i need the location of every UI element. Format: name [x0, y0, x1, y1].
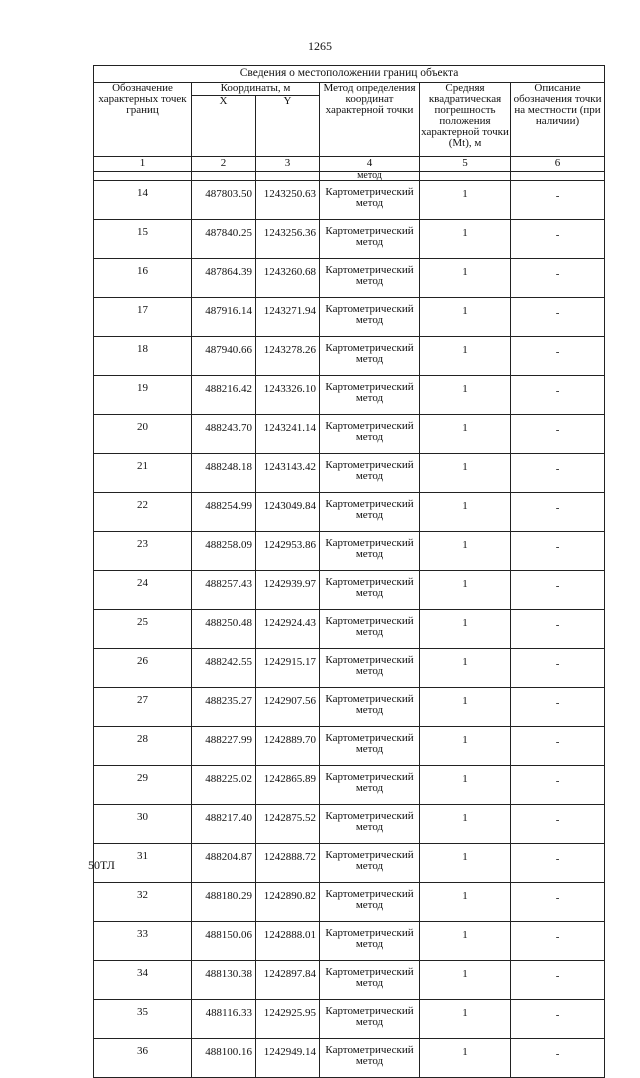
- coord-y: 1242925.95: [256, 1000, 320, 1039]
- method-line-1: Картометрический: [325, 381, 414, 393]
- method-line-1: Картометрический: [325, 264, 414, 276]
- point-id: 28: [94, 727, 192, 766]
- method-cell: [320, 493, 420, 532]
- coord-y: 1242865.89: [256, 766, 320, 805]
- method-line-1: Картометрический: [325, 810, 414, 822]
- point-id: 30: [94, 805, 192, 844]
- method-line-2: метод: [355, 860, 384, 872]
- coord-x: 487916.14: [192, 298, 256, 337]
- coord-y: 1242939.97: [256, 571, 320, 610]
- coord-x: 487864.39: [192, 259, 256, 298]
- method-line-2: метод: [355, 899, 384, 911]
- continued-cell: [420, 172, 511, 181]
- description-value: -: [511, 454, 605, 493]
- method-cell: [320, 727, 420, 766]
- point-id: 32: [94, 883, 192, 922]
- point-id: 20: [94, 415, 192, 454]
- description-value: -: [511, 376, 605, 415]
- description-value: -: [511, 415, 605, 454]
- error-value: 1: [420, 1000, 511, 1039]
- coord-y: 1243250.63: [256, 181, 320, 220]
- description-value: -: [511, 1039, 605, 1078]
- method-line-1: Картометрический: [325, 576, 414, 588]
- error-value: 1: [420, 220, 511, 259]
- table-row: [94, 805, 605, 844]
- coord-y: 1243271.94: [256, 298, 320, 337]
- method-cell: [320, 376, 420, 415]
- coord-x: 488243.70: [192, 415, 256, 454]
- method-line-2: метод: [355, 314, 384, 326]
- method-line-1: Картометрический: [325, 654, 414, 666]
- method-line-2: метод: [355, 587, 384, 599]
- coord-y: 1243278.26: [256, 337, 320, 376]
- coord-x: 488150.06: [192, 922, 256, 961]
- error-value: 1: [420, 298, 511, 337]
- method-line-1: Картометрический: [325, 498, 414, 510]
- coord-x: 487803.50: [192, 181, 256, 220]
- coord-y: 1242888.01: [256, 922, 320, 961]
- method-line-2: метод: [355, 548, 384, 560]
- error-value: 1: [420, 571, 511, 610]
- method-cell: [320, 844, 420, 883]
- coord-x: 488257.43: [192, 571, 256, 610]
- description-value: -: [511, 844, 605, 883]
- table-row: [94, 298, 605, 337]
- coord-x: 488235.27: [192, 688, 256, 727]
- point-id: 15: [94, 220, 192, 259]
- coord-x: 488248.18: [192, 454, 256, 493]
- error-value: 1: [420, 883, 511, 922]
- method-cell: [320, 220, 420, 259]
- point-id: 34: [94, 961, 192, 1000]
- method-line-2: метод: [355, 821, 384, 833]
- method-line-1: Картометрический: [325, 420, 414, 432]
- table-row: [94, 1000, 605, 1039]
- table-row: [94, 844, 605, 883]
- table-row: [94, 688, 605, 727]
- method-line-2: метод: [355, 977, 384, 989]
- table-row: [94, 727, 605, 766]
- method-line-1: Картометрический: [325, 927, 414, 939]
- method-cell: [320, 1039, 420, 1078]
- description-value: -: [511, 1000, 605, 1039]
- point-id: 14: [94, 181, 192, 220]
- page-number: 1265: [308, 39, 332, 53]
- method-line-1: Картометрический: [325, 888, 414, 900]
- table-row: [94, 337, 605, 376]
- method-line-2: метод: [355, 236, 384, 248]
- error-value: 1: [420, 181, 511, 220]
- point-id: 18: [94, 337, 192, 376]
- col-number-3: 3: [256, 157, 320, 172]
- description-value: -: [511, 922, 605, 961]
- description-value: -: [511, 805, 605, 844]
- coord-x: 487840.25: [192, 220, 256, 259]
- error-value: 1: [420, 337, 511, 376]
- method-cell: [320, 454, 420, 493]
- method-cell: [320, 298, 420, 337]
- coord-y: 1243256.36: [256, 220, 320, 259]
- header-error: Средняя квадратическая погрешность положения характерной точки (Mt), м: [420, 83, 511, 157]
- coord-x: 488242.55: [192, 649, 256, 688]
- method-line-2: метод: [355, 470, 384, 482]
- col-number-2: 2: [192, 157, 256, 172]
- coord-x: 488227.99: [192, 727, 256, 766]
- method-cell: [320, 181, 420, 220]
- point-id: 36: [94, 1039, 192, 1078]
- method-cell: [320, 1000, 420, 1039]
- table-row: [94, 415, 605, 454]
- method-cell: [320, 337, 420, 376]
- coord-y: 1243326.10: [256, 376, 320, 415]
- coord-y: 1243260.68: [256, 259, 320, 298]
- point-id: 16: [94, 259, 192, 298]
- method-line-1: Картометрический: [325, 966, 414, 978]
- coord-y: 1242890.82: [256, 883, 320, 922]
- method-line-1: Картометрический: [325, 342, 414, 354]
- coord-x: 487940.66: [192, 337, 256, 376]
- point-id: 33: [94, 922, 192, 961]
- point-id: 26: [94, 649, 192, 688]
- method-cell: [320, 259, 420, 298]
- table-row: [94, 571, 605, 610]
- method-line-2: метод: [355, 626, 384, 638]
- description-value: -: [511, 610, 605, 649]
- continued-cell: [94, 172, 192, 181]
- error-value: 1: [420, 766, 511, 805]
- point-id: 19: [94, 376, 192, 415]
- description-value: -: [511, 337, 605, 376]
- method-line-1: Картометрический: [325, 1005, 414, 1017]
- coord-x: 488100.16: [192, 1039, 256, 1078]
- method-line-2: метод: [355, 1016, 384, 1028]
- method-line-2: метод: [355, 665, 384, 677]
- table-row: [94, 922, 605, 961]
- method-line-2: метод: [355, 392, 384, 404]
- method-cell: [320, 415, 420, 454]
- method-line-1: Картометрический: [325, 186, 414, 198]
- error-value: 1: [420, 415, 511, 454]
- method-line-1: Картометрический: [325, 225, 414, 237]
- method-cell: [320, 766, 420, 805]
- point-id: 21: [94, 454, 192, 493]
- coord-y: 1243143.42: [256, 454, 320, 493]
- method-line-1: Картометрический: [325, 537, 414, 549]
- continued-cell: [256, 172, 320, 181]
- error-value: 1: [420, 727, 511, 766]
- method-cell: [320, 805, 420, 844]
- point-id: 22: [94, 493, 192, 532]
- method-line-2: метод: [355, 704, 384, 716]
- coord-y: 1242924.43: [256, 610, 320, 649]
- point-id: 23: [94, 532, 192, 571]
- error-value: 1: [420, 688, 511, 727]
- method-line-2: метод: [355, 275, 384, 287]
- method-line-1: Картометрический: [325, 849, 414, 861]
- table-row: [94, 493, 605, 532]
- table-row: [94, 259, 605, 298]
- coord-x: 488204.87: [192, 844, 256, 883]
- col-number-6: 6: [511, 157, 605, 172]
- coord-x: 488254.99: [192, 493, 256, 532]
- method-cell: [320, 571, 420, 610]
- error-value: 1: [420, 493, 511, 532]
- error-value: 1: [420, 961, 511, 1000]
- method-line-1: Картометрический: [325, 693, 414, 705]
- table-row: [94, 1039, 605, 1078]
- coord-y: 1242953.86: [256, 532, 320, 571]
- method-cell: [320, 961, 420, 1000]
- coord-y: 1242875.52: [256, 805, 320, 844]
- error-value: 1: [420, 844, 511, 883]
- coord-x: 488250.48: [192, 610, 256, 649]
- method-line-1: Картометрический: [325, 1044, 414, 1056]
- method-line-2: метод: [355, 782, 384, 794]
- description-value: -: [511, 220, 605, 259]
- description-value: -: [511, 727, 605, 766]
- method-cell: [320, 688, 420, 727]
- point-id: 31: [94, 844, 192, 883]
- table-row: [94, 181, 605, 220]
- description-value: -: [511, 532, 605, 571]
- coord-x: 488130.38: [192, 961, 256, 1000]
- description-value: -: [511, 688, 605, 727]
- point-id: 24: [94, 571, 192, 610]
- point-id: 25: [94, 610, 192, 649]
- table-row: [94, 766, 605, 805]
- error-value: 1: [420, 1039, 511, 1078]
- point-id: 27: [94, 688, 192, 727]
- point-id: 17: [94, 298, 192, 337]
- header-x: X: [192, 96, 256, 157]
- table-caption: Сведения о местоположении границ объекта: [94, 66, 605, 83]
- table-row: [94, 649, 605, 688]
- method-cell: [320, 649, 420, 688]
- description-value: -: [511, 298, 605, 337]
- description-value: -: [511, 493, 605, 532]
- error-value: 1: [420, 649, 511, 688]
- col-number-5: 5: [420, 157, 511, 172]
- coord-x: 488217.40: [192, 805, 256, 844]
- coord-y: 1242897.84: [256, 961, 320, 1000]
- table-row: [94, 454, 605, 493]
- method-line-2: метод: [355, 509, 384, 521]
- coord-y: 1242888.72: [256, 844, 320, 883]
- col-number-4: 4: [320, 157, 420, 172]
- method-line-1: Картометрический: [325, 771, 414, 783]
- error-value: 1: [420, 376, 511, 415]
- error-value: 1: [420, 922, 511, 961]
- coord-y: 1242915.17: [256, 649, 320, 688]
- method-cell: [320, 883, 420, 922]
- coord-x: 488258.09: [192, 532, 256, 571]
- method-line-2: метод: [355, 431, 384, 443]
- method-line-2: метод: [355, 1055, 384, 1067]
- method-line-2: метод: [355, 743, 384, 755]
- table-row: [94, 883, 605, 922]
- header-coords: Координаты, м: [192, 83, 320, 96]
- coord-x: 488216.42: [192, 376, 256, 415]
- continued-cell: [511, 172, 605, 181]
- boundary-points-table: [93, 65, 605, 1078]
- table-row: [94, 376, 605, 415]
- description-value: -: [511, 961, 605, 1000]
- header-y: Y: [256, 96, 320, 157]
- description-value: -: [511, 181, 605, 220]
- table-row: [94, 961, 605, 1000]
- coord-y: 1242949.14: [256, 1039, 320, 1078]
- continued-method-tail: метод: [320, 172, 420, 181]
- coord-x: 488180.29: [192, 883, 256, 922]
- method-line-1: Картометрический: [325, 459, 414, 471]
- coord-x: 488116.33: [192, 1000, 256, 1039]
- method-cell: [320, 922, 420, 961]
- table-row: [94, 532, 605, 571]
- col-number-1: 1: [94, 157, 192, 172]
- table-row: [94, 610, 605, 649]
- description-value: -: [511, 883, 605, 922]
- description-value: -: [511, 649, 605, 688]
- coord-y: 1242889.70: [256, 727, 320, 766]
- continued-cell: [192, 172, 256, 181]
- header-method: Метод определения координат характерной точки: [320, 83, 420, 157]
- method-cell: [320, 610, 420, 649]
- method-line-1: Картометрический: [325, 303, 414, 315]
- method-line-1: Картометрический: [325, 732, 414, 744]
- description-value: -: [511, 766, 605, 805]
- error-value: 1: [420, 610, 511, 649]
- coord-x: 488225.02: [192, 766, 256, 805]
- header-description: Описание обозначения точки на местности (при наличии): [511, 83, 605, 157]
- coord-y: 1242907.56: [256, 688, 320, 727]
- coord-y: 1243241.14: [256, 415, 320, 454]
- method-line-2: метод: [355, 197, 384, 209]
- error-value: 1: [420, 259, 511, 298]
- method-line-1: Картометрический: [325, 615, 414, 627]
- description-value: -: [511, 259, 605, 298]
- table-row: [94, 220, 605, 259]
- method-line-2: метод: [355, 353, 384, 365]
- method-line-2: метод: [355, 938, 384, 950]
- description-value: -: [511, 571, 605, 610]
- coord-y: 1243049.84: [256, 493, 320, 532]
- error-value: 1: [420, 805, 511, 844]
- point-id: 29: [94, 766, 192, 805]
- header-point: Обозначение характерных точек границ: [94, 83, 192, 157]
- error-value: 1: [420, 532, 511, 571]
- point-id: 35: [94, 1000, 192, 1039]
- method-cell: [320, 532, 420, 571]
- error-value: 1: [420, 454, 511, 493]
- footer-code: 50ТЛ: [88, 858, 115, 872]
